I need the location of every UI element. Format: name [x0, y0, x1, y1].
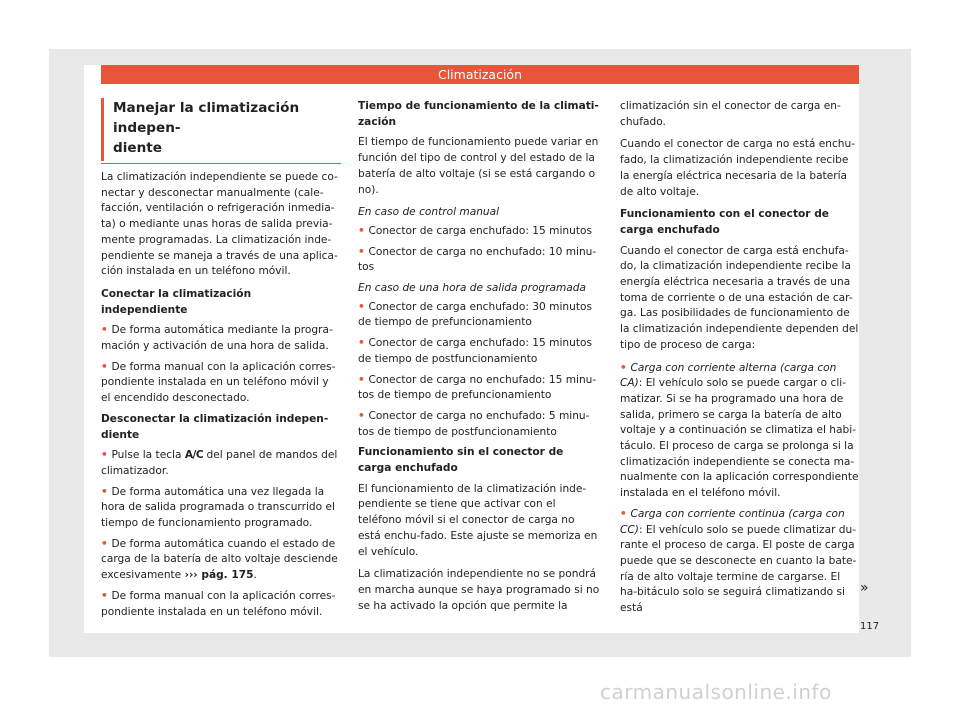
- section-title-box: [101, 98, 341, 161]
- section-header: Climatización: [101, 65, 859, 84]
- list-item: • De forma automática una vez llegada la hora de salida programada o transcurrido el tiempo de funcionamiento programado.: [101, 485, 335, 530]
- bullet-icon: •: [101, 449, 112, 462]
- bullet-icon: •: [620, 361, 631, 374]
- page-number: 117: [860, 621, 880, 632]
- runtime-heading: Tiempo de funcionamiento de la climati-zación: [358, 100, 599, 128]
- bullet-icon: •: [358, 373, 369, 386]
- watermark: carmanualsonline.info: [600, 680, 832, 704]
- list-item: • De forma manual con la aplicación corres-pondiente instalada en un teléfono móvil.: [101, 589, 336, 618]
- bullet-icon: •: [358, 300, 369, 313]
- list-item: • Conector de carga enchufado: 15 minutos de tiempo de postfuncionamiento: [358, 337, 592, 365]
- column-3: [620, 99, 860, 622]
- bullet-icon: •: [358, 245, 369, 258]
- list-item: • Conector de carga no enchufado: 15 minu-tos de tiempo de prefuncionamiento: [358, 373, 597, 402]
- bullet-icon: •: [101, 485, 112, 498]
- list-item: • Conector de carga no enchufado: 5 minu-tos de tiempo de postfuncionamiento: [358, 409, 590, 438]
- list-item: • De forma manual con la aplicación corres-pondiente instalada en un teléfono móvil y el encendido desconectado.: [101, 360, 336, 405]
- bullet-icon: •: [358, 337, 369, 350]
- unplugged-paragraph-2: La climatización independiente no se pondrá en marcha aunque se haya programado si no se ha activado la opción que permite la: [358, 568, 600, 612]
- list-item: • Conector de carga enchufado: 30 minutos de tiempo de prefuncionamiento: [358, 300, 592, 329]
- unplugged-paragraph: El funcionamiento de la climatización inde-pendiente se tiene que activar con el teléfono móvil si el conector de carga no está enchu-fado. Este ajuste se memoriza en el vehículo.: [358, 482, 598, 558]
- plugged-paragraph: Cuando el conector de carga está enchufa-do, la climatización independiente recibe la energía eléctrica necesaria a través de una toma de corriente o de una estación de car-ga. Las posibilidades de funcionamiento de la climatización independiente dependen del tipo de proceso de carga:: [620, 244, 859, 351]
- battery-paragraph: Cuando el conector de carga no está enchu-fado, la climatización independiente recibe la energía eléctrica necesaria de la batería de alto voltaje.: [620, 138, 856, 198]
- list-item: • De forma automática cuando el estado de carga de la batería de alto voltaje desciende excesivamente ››› pág. 175.: [101, 537, 338, 582]
- bullet-icon: •: [620, 507, 631, 520]
- list-item: • Carga con corriente alterna (carga con CA): El vehículo solo se puede cargar o cli-matizar. Si se ha programado una hora de salida, primero se carga la batería de alto voltaje y a continuación se climatiza el habi-táculo. El proceso de carga se prolonga si la climatización independiente se conecta ma-nualmente con la aplicación correspondiente instalada en el teléfono móvil.: [620, 361, 859, 500]
- bullet-icon: •: [358, 224, 369, 237]
- connect-heading: Conectar la climatización independiente: [101, 287, 252, 316]
- list-item: • Pulse la tecla A/C del panel de mandos del climatizador.: [101, 449, 338, 477]
- bullet-icon: •: [358, 409, 369, 422]
- list-item: • Conector de carga enchufado: 15 minutos: [358, 224, 592, 237]
- intro-paragraph: La climatización independiente se puede co-nectar y desconectar manualmente (cale-facción, ventilación o refrigeración inmedia-ta) o mediante unas horas de salida previa-mente programadas. La climatización inde-pendiente se maneja a través de una aplica-ción instalada en un teléfono móvil.: [101, 171, 338, 278]
- runtime-paragraph: El tiempo de funcionamiento puede variar en función del tipo de control y del estado de la batería de alto voltaje (si se está cargando o no).: [358, 136, 599, 196]
- page-reference-link[interactable]: ››› pág. 175: [184, 569, 254, 582]
- continued-paragraph: climatización sin el conector de carga en-chufado.: [620, 100, 841, 128]
- list-item: • Carga con corriente continua (carga con CC): El vehículo solo se puede climatizar du-rante el proceso de carga. El poste de carga puede que se desconecte en cuanto la bate-ría de alto voltaje termine de cargarse. El ha-bitáculo solo se seguirá climatizando si está: [620, 507, 857, 615]
- list-item: • De forma automática mediante la progra-mación y activación de una hora de salida.: [101, 324, 333, 353]
- bullet-icon: •: [101, 324, 112, 337]
- continue-arrow-icon: »: [860, 580, 869, 596]
- unplugged-heading: Funcionamiento sin el conector de carga enchufado: [358, 446, 564, 475]
- column-1: [101, 98, 341, 625]
- manual-label: En caso de control manual: [358, 206, 500, 219]
- bullet-icon: •: [101, 360, 112, 373]
- programmed-label: En caso de una hora de salida programada: [358, 282, 587, 295]
- column-2: [358, 99, 600, 621]
- bullet-icon: •: [101, 589, 112, 602]
- bullet-icon: •: [101, 537, 112, 550]
- section-title: Manejar la climatización indepen- diente: [113, 100, 300, 156]
- disconnect-heading: Desconectar la climatización indepen-diente: [101, 412, 329, 441]
- plugged-heading: Funcionamiento con el conector de carga enchufado: [620, 208, 829, 236]
- list-item: • Conector de carga no enchufado: 10 minu-tos: [358, 245, 597, 274]
- ac-key-label: A/C: [184, 449, 204, 462]
